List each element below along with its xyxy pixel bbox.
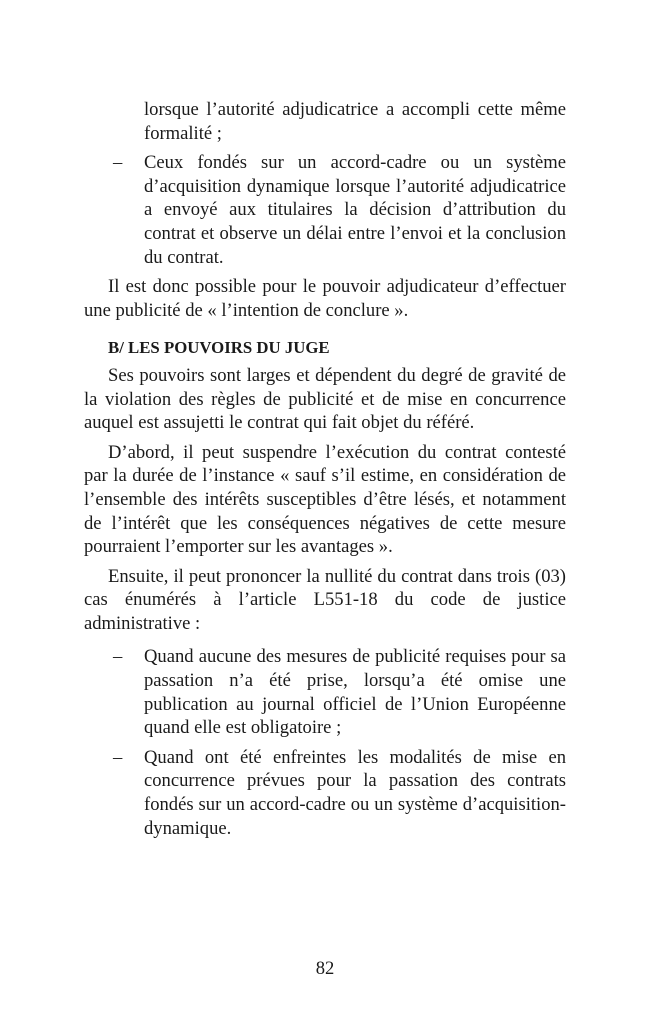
list-item-text: Quand aucune des mesures de publicité requises pour sa passation n’a été prise, lorsqu’a été omise une publication au journal officiel de l’Union Européenne quand elle est obligatoire ; bbox=[144, 646, 566, 739]
list-item bbox=[113, 151, 566, 269]
list-item-text: Quand ont été enfreintes les modalités de mise en concurrence prévues pour la passation des contrats fondés sur un accord-cadre ou un système d’acquisition-dynamique. bbox=[144, 746, 566, 839]
body-paragraph: D’abord, il peut suspendre l’exécution du contrat contesté par la durée de l’instance « sauf s’il estime, en considération de l’ensemble des intérêts susceptibles d’être lésés, et notamment de l’intérêt que les conséquences négatives de cette mesure pourraient l’emporter sur les avantages ». bbox=[84, 441, 566, 558]
list-item-text: Ceux fondés sur un accord-cadre ou un système d’acquisition dynamique lorsque l’autorité adjudicatrice a envoyé aux titulaires la décision d’attribution du contrat et observe un délai entre l’envoi et la conclusion du contrat. bbox=[144, 152, 566, 268]
body-paragraph: Ses pouvoirs sont larges et dépendent du degré de gravité de la violation des règles de publicité et de mise en concurrence auquel est assujetti le contrat qui fait objet du référé. bbox=[84, 364, 566, 434]
list-item bbox=[113, 645, 566, 739]
list-item-continuation: lorsque l’autorité adjudicatrice a accompli cette même formalité ; bbox=[144, 99, 566, 144]
body-paragraph: Il est donc possible pour le pouvoir adjudicateur d’effectuer une publicité de « l’intention de conclure ». bbox=[84, 276, 566, 321]
bullet-list bbox=[84, 645, 566, 840]
page-number: 82 bbox=[315, 958, 335, 979]
dash-bullet: – bbox=[113, 152, 123, 174]
dash-bullet: – bbox=[113, 746, 123, 768]
body-paragraph: Ensuite, il peut prononcer la nullité du contrat dans trois (03) cas énumérés à l’article L551-18 du code de justice administrative : bbox=[84, 565, 566, 634]
page-body bbox=[84, 98, 566, 846]
list-item bbox=[113, 746, 566, 840]
dash-bullet: – bbox=[113, 646, 123, 668]
section-heading: B/ LES POUVOIRS DU JUGE bbox=[108, 338, 330, 358]
